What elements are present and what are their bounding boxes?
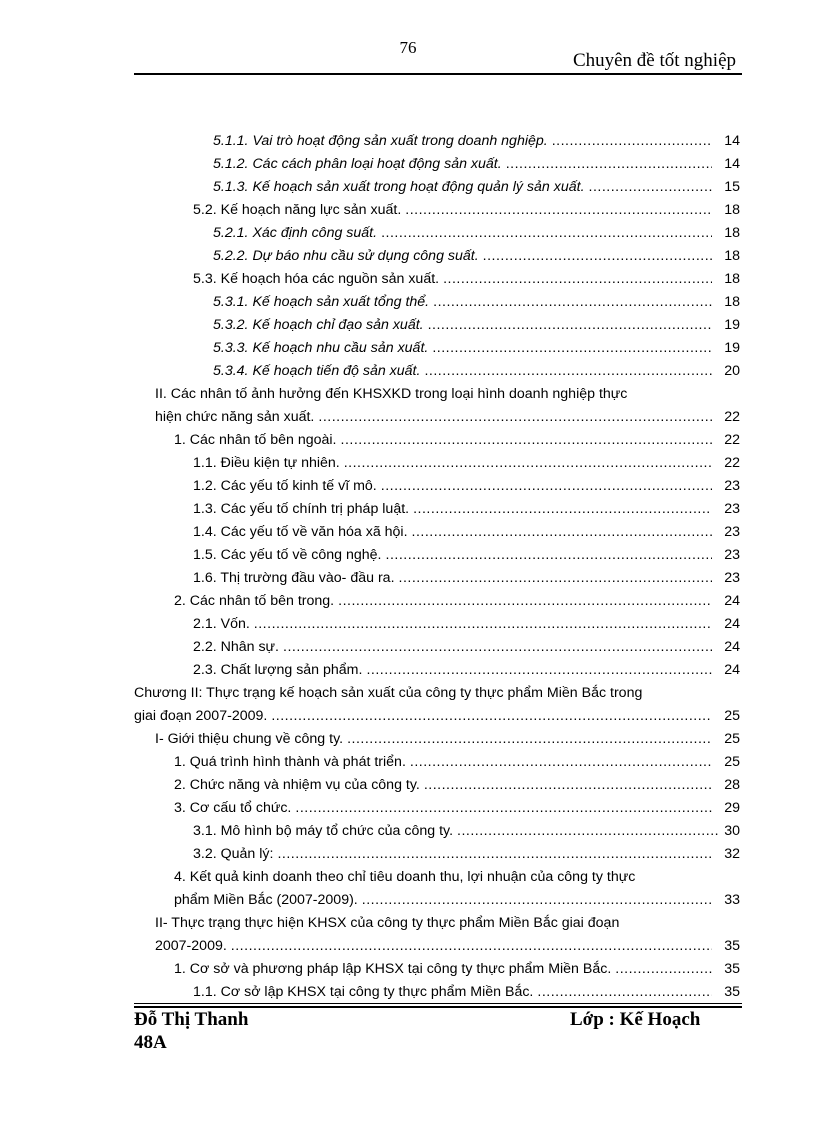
page-number: 76: [399, 38, 417, 57]
toc-entry-page: 28: [724, 777, 740, 793]
toc-entry: [174, 590, 740, 612]
toc-entry-text: 5.3. Kế hoạch hóa các nguồn sản xuất.: [193, 271, 440, 287]
toc-entry-text: 1. Các nhân tố bên ngoài.: [174, 432, 337, 448]
dot-leader: [399, 567, 712, 589]
toc-entry-text: 3.2. Quản lý:: [193, 846, 274, 862]
dot-leader: [432, 337, 712, 359]
dot-leader: [457, 820, 720, 842]
dot-leader: [410, 751, 712, 773]
dot-leader: [615, 958, 712, 980]
dot-leader: [537, 981, 712, 1003]
dot-leader: [386, 544, 712, 566]
toc-entry-page: 19: [724, 340, 740, 356]
toc-entry-page: 35: [724, 984, 740, 1000]
toc-entry: [193, 475, 740, 497]
dot-leader: [318, 406, 712, 428]
dot-leader: [506, 153, 712, 175]
toc-entry: [213, 245, 740, 267]
toc-entry-text: II. Các nhân tố ảnh hưởng đến KHSXKD trong loại hình doanh nghiệp thực: [155, 386, 628, 402]
toc-entry: [213, 314, 740, 336]
toc-entry-text: 3. Cơ cấu tổ chức.: [174, 800, 292, 816]
toc-entry-page: 35: [724, 938, 740, 954]
document-title: Chuyên đề tốt nghiệp: [572, 50, 736, 71]
toc-entry: [193, 659, 740, 681]
toc-entry-text: 1.1. Điều kiện tự nhiên.: [193, 455, 340, 471]
dot-leader: [338, 590, 712, 612]
toc-entry-page: 24: [724, 662, 740, 678]
toc-entry-page: 23: [724, 478, 740, 494]
toc-entry-page: 18: [724, 294, 740, 310]
footer-rule-thick: [134, 1006, 742, 1008]
dot-leader: [347, 728, 712, 750]
toc-entry-text: 1.3. Các yếu tố chính trị pháp luật.: [193, 501, 410, 517]
dot-leader: [277, 843, 712, 865]
dot-leader: [483, 245, 712, 267]
toc-entry: [193, 636, 740, 658]
toc-entry: [193, 567, 740, 589]
toc-entry: [213, 176, 740, 198]
toc-entry-text: 1.1. Cơ sở lập KHSX tại công ty thực phẩm Miền Bắc.: [193, 984, 534, 1000]
dot-leader: [428, 314, 712, 336]
toc-entry-text: 2.1. Vốn.: [193, 616, 250, 632]
toc-entry: [193, 820, 740, 842]
toc-entry-text: 1.6. Thị trường đầu vào- đầu ra.: [193, 570, 395, 586]
toc-entry-text: 2. Chức năng và nhiệm vụ của công ty.: [174, 777, 420, 793]
toc-entry-page: 14: [724, 156, 740, 172]
toc-entry-text: 2.2. Nhân sự.: [193, 639, 279, 655]
toc-entry-page: 14: [724, 133, 740, 149]
toc-entry-page: 18: [724, 271, 740, 287]
toc-entry-text: 5.2. Kế hoạch năng lực sản xuất.: [193, 202, 402, 218]
toc-entry-page: 32: [724, 846, 740, 862]
toc-entry: [213, 222, 740, 244]
dot-leader: [271, 705, 712, 727]
toc-entry: [174, 751, 740, 773]
toc-entry-text: 5.1.2. Các cách phân loại hoạt động sản xuất.: [213, 156, 502, 172]
dot-leader: [344, 452, 712, 474]
toc-entry: [155, 728, 740, 750]
toc-entry-page: 25: [724, 708, 740, 724]
toc-entry: [174, 774, 740, 796]
header-rule: [134, 73, 742, 75]
dot-leader: [381, 222, 712, 244]
toc-entry-page: 23: [724, 570, 740, 586]
toc-entry-text: giai đoạn 2007-2009.: [134, 708, 268, 724]
toc-entry: [213, 153, 740, 175]
toc-entry-page: 22: [724, 409, 740, 425]
toc-entry-page: 23: [724, 501, 740, 517]
toc-entry-text: 4. Kết quả kinh doanh theo chỉ tiêu doanh thu, lợi nhuận của công ty thực: [174, 869, 636, 885]
dot-leader: [443, 268, 712, 290]
toc-entry-page: 18: [724, 202, 740, 218]
toc-entry-page: 20: [724, 363, 740, 379]
toc-entry: [193, 268, 740, 290]
toc-entry: [193, 199, 740, 221]
dot-leader: [412, 521, 712, 543]
footer-class-suffix: 48A: [134, 1032, 167, 1053]
footer-rule-thin: [134, 1003, 742, 1004]
toc-entry-text: 5.3.1. Kế hoạch sản xuất tổng thể.: [213, 294, 430, 310]
toc-entry-text: 5.1.3. Kế hoạch sản xuất trong hoạt động quản lý sản xuất.: [213, 179, 585, 195]
dot-leader: [254, 613, 712, 635]
toc-entry-page: 33: [724, 892, 740, 908]
toc-entry-page: 19: [724, 317, 740, 333]
toc-entry: [174, 958, 740, 980]
toc-entry-text: 5.3.4. Kế hoạch tiến độ sản xuất.: [213, 363, 421, 379]
toc-entry-text: 3.1. Mô hình bộ máy tổ chức của công ty.: [193, 823, 454, 839]
toc-entry-page: 30: [724, 823, 740, 839]
toc-entry: [193, 521, 740, 543]
toc-entry: [174, 797, 740, 819]
toc-entry: [155, 406, 740, 428]
toc-entry: [193, 843, 740, 865]
toc-entry-text: 1. Cơ sở và phương pháp lập KHSX tại công ty thực phẩm Miền Bắc.: [174, 961, 612, 977]
toc-entry-text: 1.2. Các yếu tố kinh tế vĩ mô.: [193, 478, 377, 494]
dot-leader: [413, 498, 712, 520]
dot-leader: [424, 774, 712, 796]
toc-entry-text: 1.5. Các yếu tố về công nghệ.: [193, 547, 382, 563]
toc-entry-page: 25: [724, 731, 740, 747]
toc-entry-text: 2. Các nhân tố bên trong.: [174, 593, 335, 609]
toc-entry-page: 24: [724, 639, 740, 655]
toc-entry-text: 5.2.1. Xác định công suất.: [213, 225, 378, 241]
toc-entry-text: 1.4. Các yếu tố về văn hóa xã hội.: [193, 524, 408, 540]
toc-entry-page: 15: [724, 179, 740, 195]
toc-entry-page: 25: [724, 754, 740, 770]
toc-entry-text: 5.3.3. Kế hoạch nhu cầu sản xuất.: [213, 340, 429, 356]
dot-leader: [231, 935, 712, 957]
toc-entry-text: 5.3.2. Kế hoạch chỉ đạo sản xuất.: [213, 317, 424, 333]
toc-entry: [193, 981, 740, 1003]
footer-author: Đỗ Thị Thanh: [134, 1009, 249, 1030]
toc-entry: [155, 935, 740, 957]
toc-entry-text: 1. Quá trình hình thành và phát triển.: [174, 754, 406, 770]
toc-entry-text: II- Thực trạng thực hiện KHSX của công ty thực phẩm Miền Bắc giai đoạn: [155, 915, 620, 931]
toc-entry-page: 23: [724, 547, 740, 563]
footer-class-label: Lớp : Kế Hoạch: [570, 1009, 701, 1030]
toc-entry: [213, 360, 740, 382]
dot-leader: [589, 176, 712, 198]
toc-entry-text: hiện chức năng sản xuất.: [155, 409, 315, 425]
toc-entry-page: 18: [724, 225, 740, 241]
toc-entry-page: 22: [724, 432, 740, 448]
toc-entry-text: 2007-2009.: [155, 938, 227, 954]
toc-entry-page: 29: [724, 800, 740, 816]
dot-leader: [381, 475, 712, 497]
dot-leader: [552, 130, 712, 152]
toc-entry-text: phẩm Miền Bắc (2007-2009).: [174, 892, 358, 908]
toc-entry: [193, 498, 740, 520]
dot-leader: [283, 636, 712, 658]
dot-leader: [362, 889, 712, 911]
toc-entry: [193, 544, 740, 566]
toc-entry-page: 22: [724, 455, 740, 471]
toc-entry-text: 2.3. Chất lượng sản phẩm.: [193, 662, 363, 678]
toc-entry-page: 35: [724, 961, 740, 977]
toc-entry-text: 5.2.2. Dự báo nhu cầu sử dụng công suất.: [213, 248, 479, 264]
dot-leader: [366, 659, 712, 681]
toc-entry-text: I- Giới thiệu chung về công ty.: [155, 731, 344, 747]
dot-leader: [424, 360, 712, 382]
toc-entry-text: Chương II: Thực trạng kế hoạch sản xuất của công ty thực phẩm Miền Bắc trong: [134, 685, 643, 701]
toc-entry: [213, 130, 740, 152]
dot-leader: [341, 429, 713, 451]
dot-leader: [405, 199, 712, 221]
toc-entry: [174, 889, 740, 911]
toc-entry: [193, 452, 740, 474]
dot-leader: [295, 797, 712, 819]
toc-entry: [193, 613, 740, 635]
toc-entry: [134, 705, 740, 727]
toc-entry-page: 24: [724, 616, 740, 632]
toc-entry-page: 24: [724, 593, 740, 609]
toc-entry-page: 23: [724, 524, 740, 540]
toc-entry: [213, 337, 740, 359]
toc-entry: [174, 429, 740, 451]
toc-entry: [213, 291, 740, 313]
dot-leader: [433, 291, 712, 313]
toc-entry-page: 18: [724, 248, 740, 264]
toc-entry-text: 5.1.1. Vai trò hoạt động sản xuất trong doanh nghiệp.: [213, 133, 548, 149]
